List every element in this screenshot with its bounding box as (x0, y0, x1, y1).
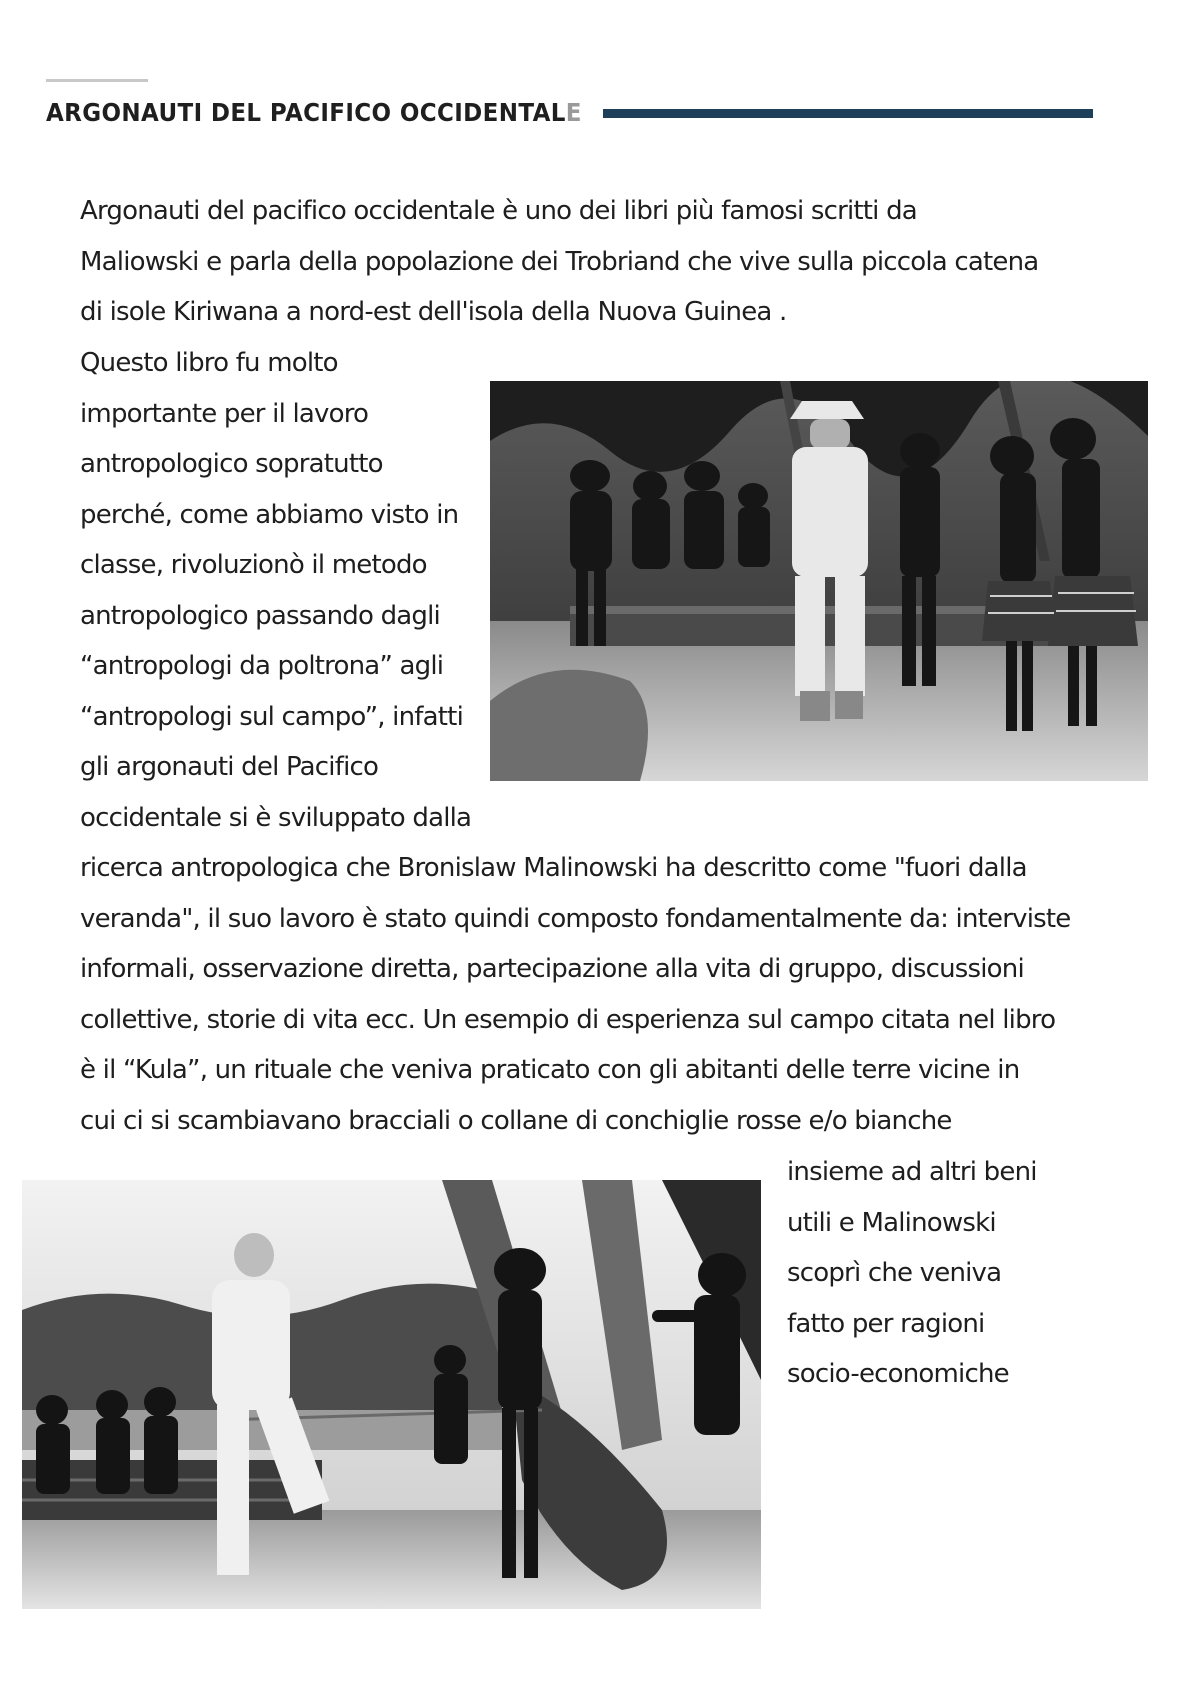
left-column-line: “antropologi da poltrona” agli (80, 651, 444, 681)
right-column-line: fatto per ragioni (787, 1308, 985, 1339)
left-column-paragraph (80, 338, 471, 843)
left-column-line: importante per il lavoro (80, 398, 369, 429)
main-paragraph-line: informali, osservazione diretta, partecipazione alla vita di gruppo, discussioni (80, 954, 1024, 984)
intro-paragraph (80, 186, 1038, 338)
page-title (46, 98, 582, 127)
left-column-line: antropologico passando dagli (80, 600, 440, 631)
left-column-line: classe, rivoluzionò il metodo (80, 550, 427, 580)
main-paragraph-line: è il “Kula”, un rituale che veniva praticato con gli abitanti delle terre vicine in (80, 1055, 1020, 1085)
right-column-paragraph (787, 1147, 1037, 1400)
malinowski-beach-photo (22, 1180, 761, 1609)
main-paragraph-line: veranda", il suo lavoro è stato quindi composto fondamentalmente da: interviste (80, 903, 1071, 934)
left-column-line: gli argonauti del Pacifico (80, 752, 379, 782)
left-column-line: occidentale si è sviluppato dalla (80, 802, 472, 833)
trobriand-field-photo-drawing (490, 381, 1148, 781)
intro-line: Argonauti del pacifico occidentale è uno dei libri più famosi scritti da (80, 196, 917, 226)
right-column-line: utili e Malinowski (787, 1207, 996, 1238)
main-paragraph-line: cui ci si scambiavano bracciali o collane di conchiglie rosse e/o bianche (80, 1105, 952, 1136)
left-column-line: Questo libro fu molto (80, 348, 338, 378)
intro-line: Maliowski e parla della popolazione dei Trobriand che vive sulla piccola catena (80, 246, 1039, 277)
intro-line: di isole Kiriwana a nord-est dell'isola della Nuova Guinea . (80, 297, 787, 327)
right-column-line: insieme ad altri beni (787, 1157, 1037, 1187)
main-paragraph (80, 843, 1070, 1146)
header-rule (603, 109, 1093, 118)
trobriand-field-photo (490, 381, 1148, 781)
right-column-line: scoprì che veniva (787, 1258, 1002, 1288)
malinowski-beach-photo-drawing (22, 1180, 761, 1609)
page-title-last-letter: E (565, 98, 582, 127)
right-column-line: socio-economiche (787, 1359, 1009, 1389)
left-column-line: perché, come abbiamo visto in (80, 499, 459, 530)
page-title-main: ARGONAUTI DEL PACIFICO OCCIDENTAL (46, 98, 566, 127)
main-paragraph-line: collettive, storie di vita ecc. Un esempio di esperienza sul campo citata nel libro (80, 1004, 1056, 1035)
header-marker-line (46, 79, 148, 82)
left-column-line: antropologico sopratutto (80, 449, 383, 479)
left-column-line: “antropologi sul campo”, infatti (80, 701, 463, 732)
main-paragraph-line: ricerca antropologica che Bronislaw Malinowski ha descritto come "fuori dalla (80, 853, 1027, 883)
